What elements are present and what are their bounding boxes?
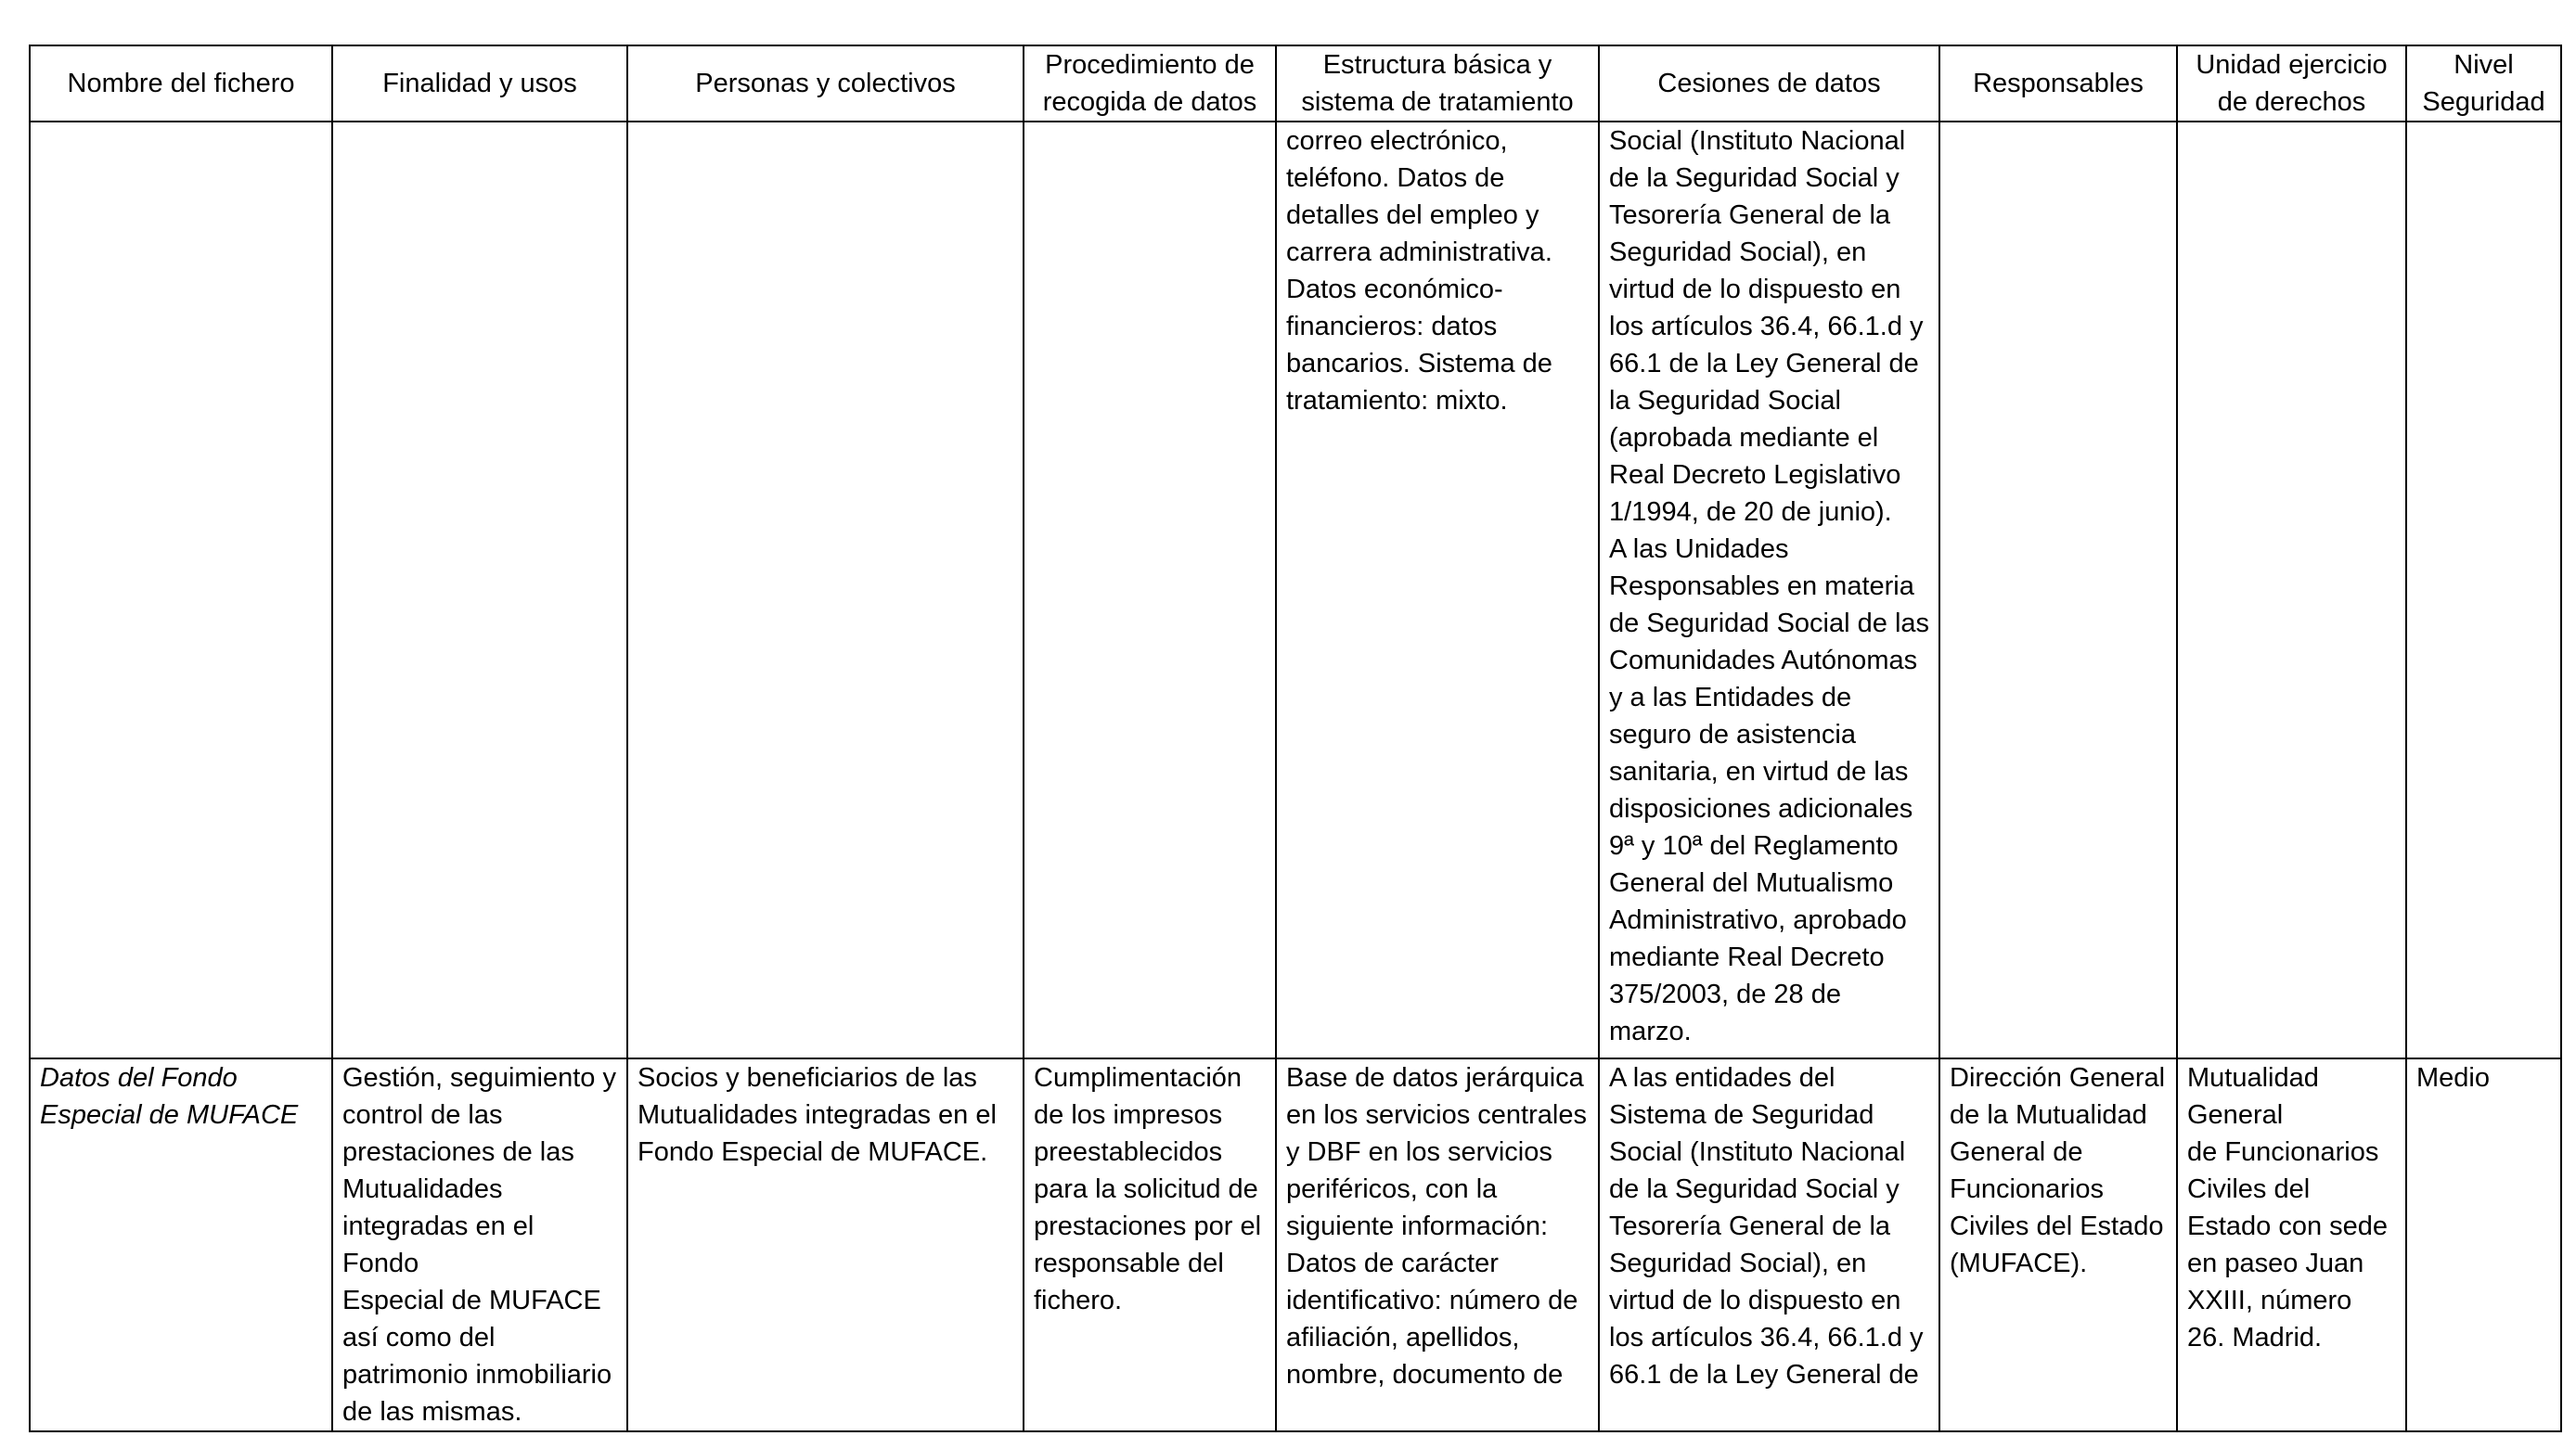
- header-cesiones: Cesiones de datos: [1599, 45, 1939, 122]
- cell-cesiones: A las entidades del Sistema de Seguridad Social (Instituto Nacional de la Seguridad Social y Tesorería General de la Seguridad Social), en virtud de lo dispuesto en los artículos 36.4, 66.1.d y 66.1 de la Ley General de: [1599, 1058, 1939, 1431]
- cell-procedimiento: Cumplimentación de los impresos preestablecidos para la solicitud de prestaciones por el responsable del fichero.: [1024, 1058, 1276, 1431]
- header-nombre: Nombre del fichero: [30, 45, 332, 122]
- cell-nombre: [30, 122, 332, 1058]
- cell-personas: [627, 122, 1024, 1058]
- cell-nivel: Medio: [2406, 1058, 2561, 1431]
- cell-estructura: Base de datos jerárquica en los servicios centrales y DBF en los servicios periféricos, con la siguiente información: Datos de carácter identificativo: número de afiliación, apellidos, nombre, documento de: [1276, 1058, 1599, 1431]
- table-row: [30, 122, 2561, 1058]
- data-files-table: [29, 45, 2562, 1432]
- header-finalidad: Finalidad y usos: [332, 45, 627, 122]
- cell-cesiones: Social (Instituto Nacional de la Seguridad Social y Tesorería General de la Seguridad Social), en virtud de lo dispuesto en los artículos 36.4, 66.1.d y 66.1 de la Ley General de la Seguridad Social (aprobada mediante el Real Decreto Legislativo 1/1994, de 20 de junio). A las Unidades Responsables en materia de Seguridad Social de las Comunidades Autónomas y a las Entidades de seguro de asistencia sanitaria, en virtud de las disposiciones adicionales 9ª y 10ª del Reglamento General del Mutualismo Administrativo, aprobado mediante Real Decreto 375/2003, de 28 de marzo.: [1599, 122, 1939, 1058]
- header-nivel: Nivel Seguridad: [2406, 45, 2561, 122]
- cell-estructura: correo electrónico, teléfono. Datos de detalles del empleo y carrera administrativa. Datos económico- financieros: datos bancarios. Sistema de tratamiento: mixto.: [1276, 122, 1599, 1058]
- cell-responsables: Dirección General de la Mutualidad General de Funcionarios Civiles del Estado (MUFACE).: [1939, 1058, 2177, 1431]
- cell-unidad: Mutualidad General de Funcionarios Civiles del Estado con sede en paseo Juan XXIII, número 26. Madrid.: [2177, 1058, 2406, 1431]
- cell-nivel: [2406, 122, 2561, 1058]
- header-responsables: Responsables: [1939, 45, 2177, 122]
- cell-procedimiento: [1024, 122, 1276, 1058]
- header-procedimiento: Procedimiento de recogida de datos: [1024, 45, 1276, 122]
- header-estructura: Estructura básica y sistema de tratamiento: [1276, 45, 1599, 122]
- cell-nombre: Datos del Fondo Especial de MUFACE: [30, 1058, 332, 1431]
- cell-personas: Socios y beneficiarios de las Mutualidades integradas en el Fondo Especial de MUFACE.: [627, 1058, 1024, 1431]
- cell-finalidad: Gestión, seguimiento y control de las prestaciones de las Mutualidades integradas en el Fondo Especial de MUFACE así como del patrimonio inmobiliario de las mismas.: [332, 1058, 627, 1431]
- header-unidad: Unidad ejercicio de derechos: [2177, 45, 2406, 122]
- header-personas: Personas y colectivos: [627, 45, 1024, 122]
- cell-unidad: [2177, 122, 2406, 1058]
- table-row: [30, 1058, 2561, 1431]
- cell-responsables: [1939, 122, 2177, 1058]
- header-row: [30, 45, 2561, 122]
- cell-finalidad: [332, 122, 627, 1058]
